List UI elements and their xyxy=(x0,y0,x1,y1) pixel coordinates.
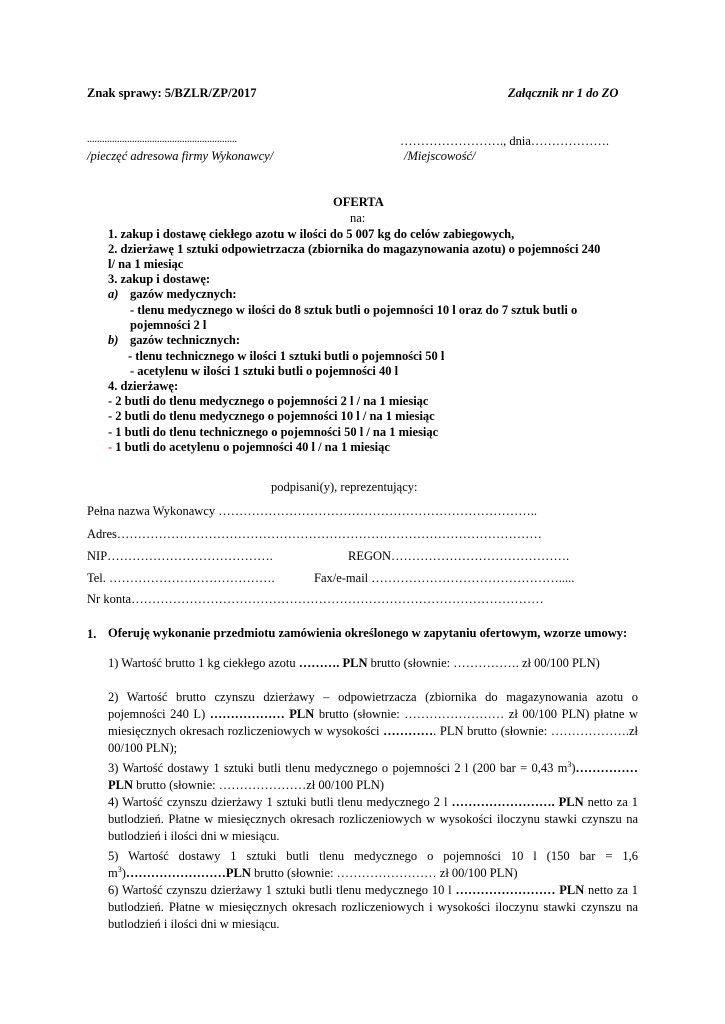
offer-acetylene: - acetylenu w ilości 1 sztuki butli o pojemności 40 l xyxy=(130,364,399,378)
item-2-paragraph: 2) Wartość brutto czynszu dzierżawy – odpowietrzacza (zbiornika do magazynowania azotu o pojemności 240 L) ……………… PLN brutto (słownie: …………………… zł 00/100 PLN) płatne w miesięcznych okresach rozliczeniowych w wysokości …………. PLN brutto (słownie: ……………….zł 00/100 PLN); xyxy=(108,690,639,755)
contractor-name-field[interactable]: Pełna nazwa Wykonawcy ………………………………………………………………….. xyxy=(87,504,538,518)
item-4-paragraph: 4) Wartość czynszu dzierżawy 1 sztuki butli tlenu medycznego 2 l ……………………. PLN netto za 1 butlodzień. Płatne w miesięcznych okresach rozliczeniowych w wysokości iloczynu stawki czynszu na butlodzień i ilości dni w miesiącu. xyxy=(108,795,638,843)
lease-item-4: - 1 butli do acetylenu o pojemności 40 l / na 1 miesiąc xyxy=(108,440,390,454)
offer-item-4: 4. dzierżawę: xyxy=(108,379,179,393)
item-6-paragraph: 6) Wartość czynszu dzierżawy 1 sztuki butli tlenu medycznego 10 l …………………… PLN netto za 1 butlodzień. Płatne w miesięcznych okresach rozliczeniowych i wysokości iloczynu stawki czynszu na butlodzień i ilości dni w miesiącu. xyxy=(108,883,638,931)
offer-medical-gases: gazów medycznych: xyxy=(130,287,237,301)
item-1-paragraph: 1) Wartość brutto 1 kg ciekłego azotu ………. PLN brutto (słownie: ……………. zł 00/100 PLN) xyxy=(108,656,600,670)
marker-b: b) xyxy=(108,333,119,347)
attachment-label: Załącznik nr 1 do ZO xyxy=(508,86,619,100)
section-number: 1. xyxy=(87,627,97,641)
account-number-field[interactable]: Nr konta……………………………………………………………………………………… xyxy=(87,592,544,606)
offer-item-2-cont: l/ na 1 miesiąc xyxy=(108,257,184,271)
lease-item-1: - 2 butli do tlenu medycznego o pojemności 2 l / na 1 miesiąc xyxy=(108,394,429,408)
lease-item-3: - 1 butli do tlenu technicznego o pojemności 50 l / na 1 miesiąc xyxy=(108,425,439,439)
case-number: Znak sprawy: 5/BZLR/ZP/2017 xyxy=(87,86,257,100)
nip-field[interactable]: NIP…………………………………. xyxy=(87,549,273,563)
marker-a: a) xyxy=(108,287,119,301)
section-heading: Oferuję wykonanie przedmiotu zamówienia określonego w zapytaniu ofertowym, wzorze umowy: xyxy=(108,626,628,640)
place-date-line: ……………………., dnia………………. xyxy=(400,134,610,148)
stamp-dots: ............................................................ xyxy=(87,134,237,145)
offer-item-2: 2. dzierżawę 1 sztuki odpowietrzacza (zbiornika do magazynowania azotu) o pojemności 240 xyxy=(108,242,601,256)
address-field[interactable]: Adres………………………………………………………………………………………… xyxy=(87,527,542,541)
tel-field[interactable]: Tel. …………………………………. xyxy=(87,571,275,585)
offer-item-1: 1. zakup i dostawę ciekłego azotu w ilości do 5 007 kg do celów zabiegowych, xyxy=(108,227,515,241)
offer-item-3: 3. zakup i dostawę: xyxy=(108,272,211,286)
signed-label: podpisani(y), reprezentujący: xyxy=(271,480,418,494)
item-5-paragraph: 5) Wartość dostawy 1 sztuki butli tlenu medycznego o pojemności 10 l (150 bar = 1,6 $m^3)\dots\dots\dots\dots\dots\dots\dots\dots PLN$ brutto (słownie: …………………… zł 00/100 PLN) xyxy=(108,849,638,880)
red-dash: - xyxy=(108,440,113,454)
regon-field[interactable]: REGON……………………………………. xyxy=(348,549,570,563)
offer-technical-gases: gazów technicznych: xyxy=(130,333,241,347)
offer-technical-oxygen: - tlenu technicznego w ilości 1 sztuki butli o pojemności 50 l xyxy=(128,349,445,363)
item-3-paragraph: 3) Wartość dostawy 1 sztuki butli tlenu medycznego o pojemności 2 l (200 bar = 0,43 $m^3)\dots\dots\dots\dots\dots$ PLN brutto (słownie: …………………zł 00/100 PLN) xyxy=(108,759,638,792)
place-label: /Miejscowość/ xyxy=(404,149,476,163)
offer-title: OFERTA xyxy=(333,195,384,209)
offer-na: na: xyxy=(350,211,366,225)
fax-email-field[interactable]: Fax/e-mail ………………………………………..... xyxy=(314,571,575,585)
offer-medical-oxygen: - tlenu medycznego w ilości do 8 sztuk butli o pojemności 10 l oraz do 7 sztuk butli o xyxy=(130,303,578,317)
offer-medical-oxygen-cont: pojemności 2 l xyxy=(130,318,207,332)
stamp-label: /pieczęć adresowa firmy Wykonawcy/ xyxy=(87,149,274,163)
lease-item-2: - 2 butli do tlenu medycznego o pojemności 10 l / na 1 miesiąc xyxy=(108,409,435,423)
